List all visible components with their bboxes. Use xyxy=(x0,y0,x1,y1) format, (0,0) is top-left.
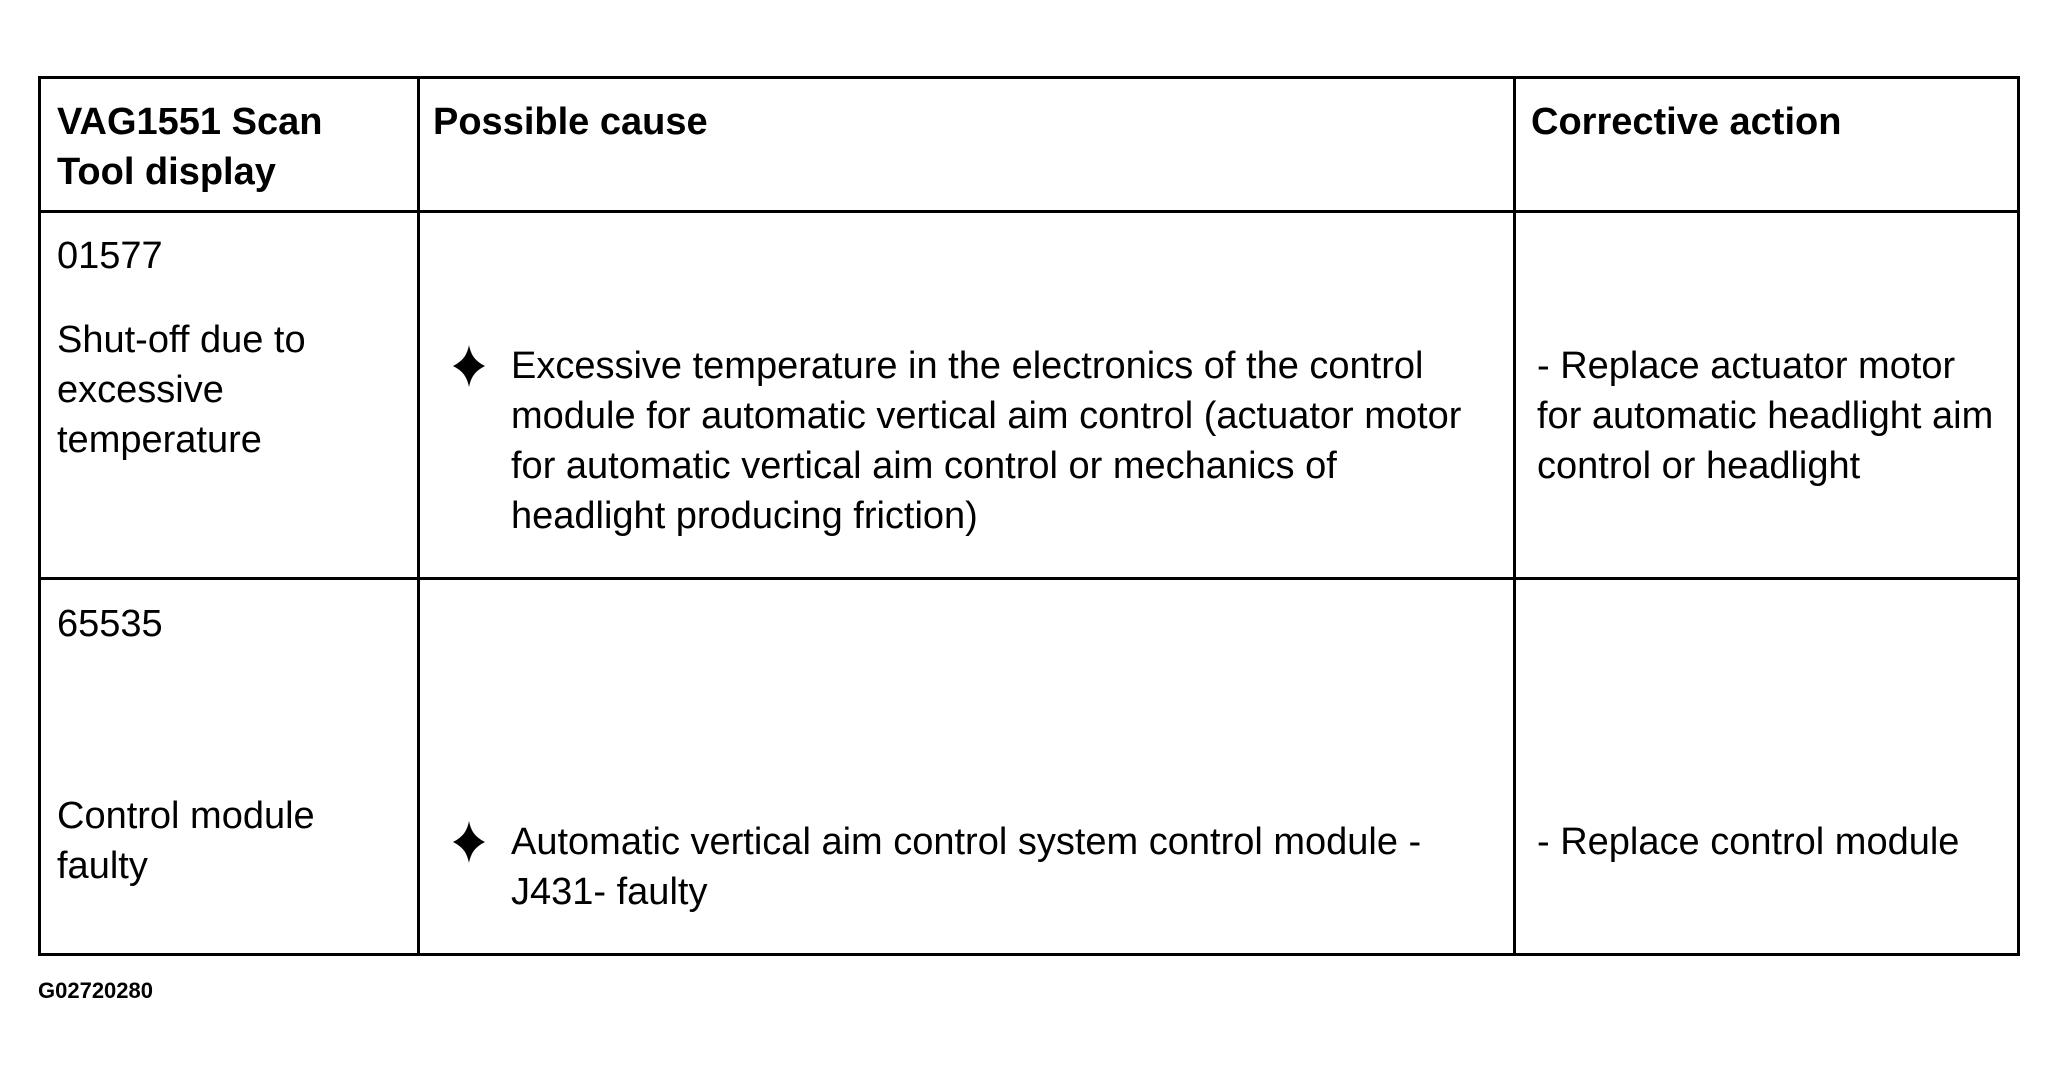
figure-id: G02720280 xyxy=(38,978,153,1003)
corrective-action-text: - Replace control module xyxy=(1537,821,1960,863)
row-divider xyxy=(41,210,2017,213)
possible-cause-text: Excessive temperature in the electronics of the control module for automatic vertical aim control (actuator motor for automatic vertical aim control or mechanics of headlight producing friction) xyxy=(511,345,1462,537)
header-corrective-action: Corrective action xyxy=(1531,101,1842,143)
possible-cause-text: Automatic vertical aim control system control module -J431- faulty xyxy=(511,821,1422,913)
cause-list-item xyxy=(453,341,1493,541)
cause-list-item xyxy=(453,817,1493,917)
header-scan-tool-display: VAG1551 Scan Tool display xyxy=(57,101,323,193)
corrective-action-text: - Replace actuator motor for automatic headlight aim control or headlight xyxy=(1537,345,1994,487)
fault-description: Control module faulty xyxy=(57,795,315,887)
fault-description: Shut-off due to excessive temperature xyxy=(57,319,306,461)
fault-code: 01577 xyxy=(57,235,163,277)
fault-code: 65535 xyxy=(57,603,163,645)
diamond-bullet-icon xyxy=(453,821,485,863)
diamond-bullet-icon xyxy=(453,345,485,387)
row-divider xyxy=(41,577,2017,580)
header-possible-cause: Possible cause xyxy=(433,101,708,143)
diagnostic-table xyxy=(38,76,2020,956)
